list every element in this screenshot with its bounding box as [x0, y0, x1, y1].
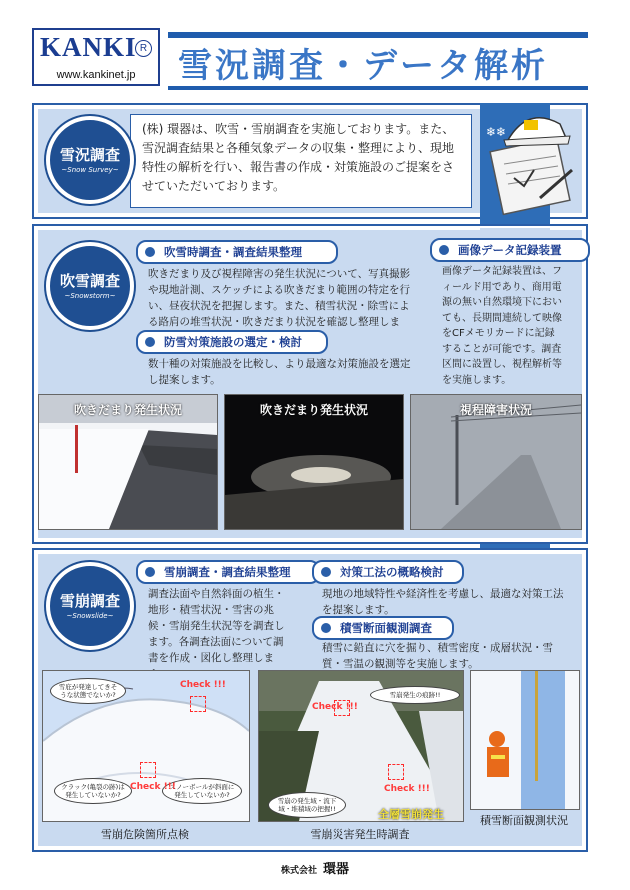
badge-title: 吹雪調査	[59, 272, 120, 290]
bullet-icon	[145, 567, 155, 577]
pill-label: 積雪断面観測調査	[340, 621, 432, 635]
photo-caption: 雪崩災害発生時調査	[310, 828, 410, 841]
check-marker	[190, 696, 206, 712]
pill-label: 対策工法の概略検討	[340, 565, 444, 579]
drift-photo-night	[224, 394, 404, 530]
check-label: Check !!!	[130, 782, 176, 792]
snow-profile-image	[471, 671, 579, 809]
avalanche-zone-bubble: 雪崩の発生域・流下域・堆積域の把握!!	[268, 792, 346, 818]
photo-title: 吹きだまり発生状況	[73, 403, 182, 417]
footer-prefix: 株式会社	[280, 866, 317, 876]
check-label: Check !!!	[384, 784, 430, 794]
pill-label: 雪崩調査・調査結果整理	[164, 565, 291, 579]
snow-profile-photo	[470, 670, 580, 810]
company-name-footer	[0, 858, 630, 877]
snowball-bubble: スノーボールが斜面に発生していないか?	[162, 778, 242, 804]
photo-title: 吹きだまり発生状況	[259, 403, 368, 417]
method-review-text: 現地の地域特性や経済性を考慮し、最適な対策工法を提案します。	[322, 588, 564, 616]
logo-text: KANKI	[40, 32, 137, 62]
survey-result-pill	[136, 240, 338, 264]
visibility-photo	[410, 394, 582, 530]
badge-subtitle: ~Snowslide~	[66, 612, 114, 620]
page-title: 雪況調査・データ解析	[178, 46, 548, 86]
company-logo	[32, 28, 160, 86]
badge-title: 雪崩調査	[59, 592, 120, 610]
crack-bubble: クラック(亀裂の跡)は発生していないか?	[54, 778, 132, 804]
full-depth-avalanche-label: 全層雪崩発生	[378, 808, 444, 821]
method-review-pill	[312, 560, 464, 584]
countermeasure-text: 数十種の対策施設を比較し、より最適な対策施設を選定し提案します。	[148, 358, 411, 386]
photo-caption: 雪崩危険箇所点検	[101, 828, 189, 841]
check-label: Check !!!	[180, 680, 226, 690]
drift-photo-day	[38, 394, 218, 530]
bullet-icon	[145, 337, 155, 347]
footer-company: 環器	[323, 862, 350, 877]
snow-survey-badge	[46, 116, 134, 204]
pill-label: 防雪対策施設の選定・検討	[164, 335, 302, 349]
bullet-icon	[145, 247, 155, 257]
check-label: Check !!!	[312, 702, 358, 712]
badge-subtitle: ~Snow Survey~	[61, 166, 119, 174]
snowstorm-badge	[46, 242, 134, 330]
avalanche-survey-pill	[136, 560, 320, 584]
cornice-bubble: 雪庇が発達してきそうな状態でないか?	[50, 678, 126, 704]
photo-caption: 積雪断面観測状況	[480, 814, 568, 827]
snow-profile-text: 積雪に鉛直に穴を掘り、積雪密度・成層状況・雪質・雪温の観測等を実施します。	[322, 642, 553, 670]
snowslide-badge	[46, 562, 134, 650]
photo-title: 視程障害状況	[459, 403, 532, 417]
check-marker	[140, 762, 156, 778]
avalanche-survey-text: 調査法面や自然斜面の植生・地形・積雪状況・雪害の兆候・雪崩発生状況等を調査します。各調査法面について調書を作成・図化し整理しま	[148, 588, 285, 664]
snowstorm-survey-text: 吹きだまり及び視程障害の発生状況について、写真撮影や現地計測、スケッチによる吹きだまり範囲の特定を行い、昼夜状況を把握します。また、積雪状況・除雪による路肩の堆雪状況・吹きだまり状況を確認し整理しま	[148, 268, 411, 328]
avalanche-trace-bubble: 雪崩発生の痕跡!!	[370, 686, 460, 704]
header-rule-bottom	[168, 86, 588, 90]
image-recorder-text: 画像データ記録装置は、フィールド用であり、商用電源の無い自然環境下においても、長期間連続して映像をCFメモリカードに記録することが可能です。調査区間に設置し、視程解析等を実施します。	[442, 266, 562, 386]
snow-profile-pill	[312, 616, 454, 640]
check-marker	[388, 764, 404, 780]
check-marker	[334, 700, 350, 716]
bullet-icon	[321, 567, 331, 577]
snow-survey-description: (株) 環器は、吹雪・雪崩調査を実施しております。また、雪況調査結果と各種気象データの収集・整理により、現地特性の解析を行い、報告書の作成・対策施設のご提案をさせていただいております。	[142, 122, 455, 193]
badge-title: 雪況調査	[59, 146, 120, 164]
bullet-icon	[439, 245, 449, 255]
badge-subtitle: ~Snowstorm~	[64, 292, 116, 300]
registered-mark-icon: R	[135, 40, 152, 57]
logo-url: www.kankinet.jp	[56, 69, 136, 81]
pill-label: 吹雪時調査・調査結果整理	[164, 245, 302, 259]
svg-text:❄❄: ❄❄	[486, 125, 507, 139]
bullet-icon	[321, 623, 331, 633]
image-recorder-pill	[430, 238, 590, 262]
pill-label: 画像データ記録装置	[458, 243, 562, 257]
clipboard-helmet-illustration	[478, 100, 578, 220]
countermeasure-pill	[136, 330, 328, 354]
